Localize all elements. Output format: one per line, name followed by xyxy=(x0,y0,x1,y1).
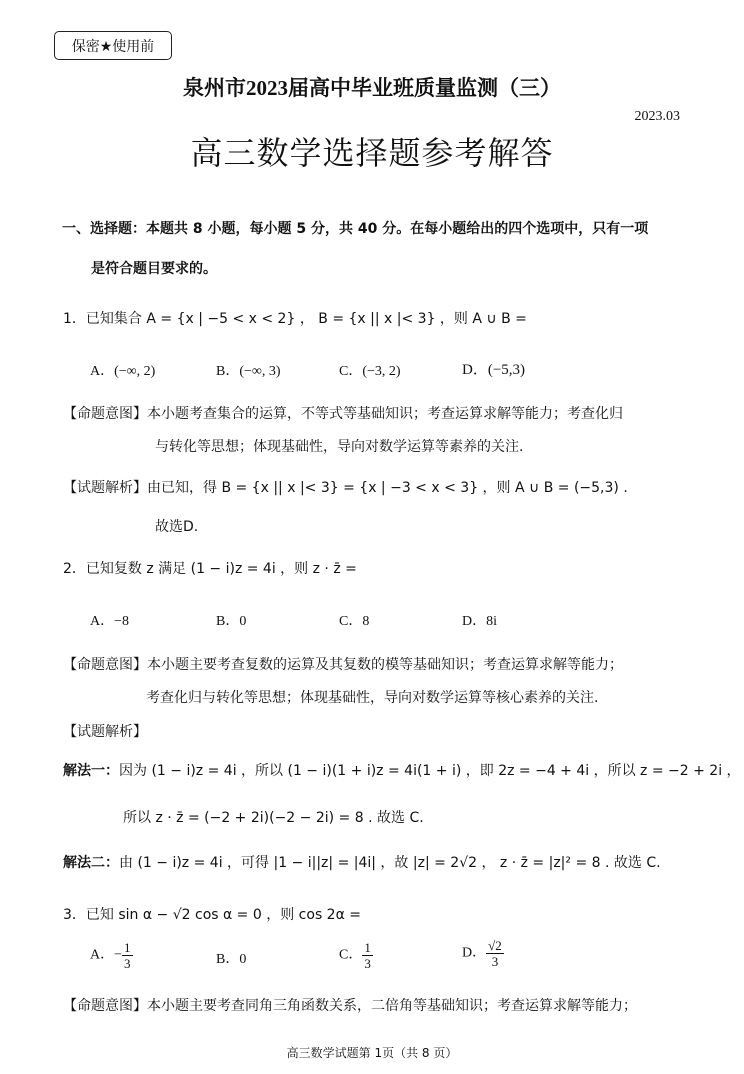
method-2-text: 由 (1 − i)z = 4i ，可得 |1 − i||z| = |4i| ，故 |z| = 2√2 ， z · z̄ = |z|² = 8 . 故选 C. xyxy=(119,855,661,871)
document-title: 高三数学选择题参考解答 xyxy=(190,134,554,172)
question-3-intent xyxy=(63,995,637,1015)
question-1-option-d: D．(−5,3) xyxy=(462,362,526,378)
question-2-method-1-cont: 所以 z · z̄ = (−2 + 2i)(−2 − 2i) = 8 . 故选 C. xyxy=(123,810,424,826)
analysis-text: 由已知，得 B = {x || x |< 3} = {x | −3 < x < 3} ，则 A ∪ B = (−5,3) . xyxy=(147,480,628,496)
question-2-method-2 xyxy=(63,852,661,872)
denominator: 3 xyxy=(491,954,499,969)
numerator: 1 xyxy=(124,940,131,955)
question-1-intent xyxy=(63,403,623,423)
intent-label: 【命题意图】 xyxy=(63,657,147,673)
intent-label: 【命题意图】 xyxy=(63,998,147,1014)
option-text: 0 xyxy=(239,952,247,967)
option-label: C． xyxy=(339,947,363,963)
question-2-method-1 xyxy=(63,760,741,780)
confidential-badge: 保密★使用前 xyxy=(54,31,172,60)
option-label: B． xyxy=(216,952,240,967)
question-2-option-b: B．0 xyxy=(216,614,247,629)
option-fraction xyxy=(486,938,504,969)
question-1-option-c: C．(−3, 2) xyxy=(339,364,401,379)
intent-text: 本小题主要考查同角三角函数关系，二倍角等基础知识；考查运算求解等能力； xyxy=(147,998,637,1014)
exam-date: 2023.03 xyxy=(634,109,680,124)
question-2-option-a: A．−8 xyxy=(90,614,130,629)
numerator: √2 xyxy=(488,938,502,953)
intent-label: 【命题意图】 xyxy=(63,406,147,422)
question-1-stem: 1．已知集合 A = {x | −5 < x < 2} ， B = {x || x |< 3} ，则 A ∪ B = xyxy=(63,311,527,327)
question-3-option-b xyxy=(216,948,246,968)
question-2-analysis-label: 【试题解析】 xyxy=(63,724,147,740)
question-1-option-b: B．(−∞, 3) xyxy=(216,364,281,379)
question-2-intent xyxy=(63,654,623,674)
section-heading-cont: 是符合题目要求的。 xyxy=(91,261,217,277)
method-1-text: 因为 (1 − i)z = 4i ，所以 (1 − i)(1 + i)z = 4i(1 + i) ，即 2z = −4 + 4i ，所以 z = −2 + 2i ， xyxy=(119,763,741,779)
intent-text: 本小题主要考查复数的运算及其复数的模等基础知识；考查运算求解等能力； xyxy=(147,657,623,673)
denominator: 3 xyxy=(364,956,371,971)
option-label: A． xyxy=(90,947,115,963)
question-1-analysis xyxy=(63,477,628,497)
question-3-option-c xyxy=(339,940,373,971)
option-fraction xyxy=(122,940,133,971)
question-3-option-a xyxy=(90,940,133,971)
question-2-intent-cont: 考查化归与转化等思想；体现基础性，导向对数学运算等核心素养的关注. xyxy=(146,690,599,706)
numerator: 1 xyxy=(364,940,371,955)
question-1-option-a: A．(−∞, 2) xyxy=(90,364,156,379)
question-3-option-d xyxy=(462,938,504,969)
intent-text: 本小题考查集合的运算，不等式等基础知识；考查运算求解等能力；考查化归 xyxy=(147,406,623,422)
method-1-label: 解法一： xyxy=(63,763,119,779)
question-2-option-c: C．8 xyxy=(339,614,370,629)
option-label: D． xyxy=(462,945,487,961)
question-2-stem: 2．已知复数 z 满足 (1 − i)z = 4i ，则 z · z̄ = xyxy=(63,561,357,577)
denominator: 3 xyxy=(124,956,131,971)
question-3-stem: 3．已知 sin α − √2 cos α = 0 ，则 cos 2α = xyxy=(63,907,361,923)
question-1-intent-cont: 与转化等思想；体现基础性，导向对数学运算等素养的关注. xyxy=(155,439,524,455)
option-fraction xyxy=(362,940,373,971)
question-1-answer: 故选D. xyxy=(155,519,199,535)
section-heading: 一、选择题：本题共 8 小题，每小题 5 分，共 40 分。在每小题给出的四个选项中，只有一项 xyxy=(62,221,649,237)
exam-title: 泉州市2023届高中毕业班质量监测（三） xyxy=(183,76,561,100)
option-sign: − xyxy=(114,947,123,963)
analysis-label: 【试题解析】 xyxy=(63,480,147,496)
page-footer: 高三数学试题第 1页（共 8 页） xyxy=(286,1046,458,1060)
method-2-label: 解法二： xyxy=(63,855,119,871)
question-2-option-d: D．8i xyxy=(462,614,497,629)
